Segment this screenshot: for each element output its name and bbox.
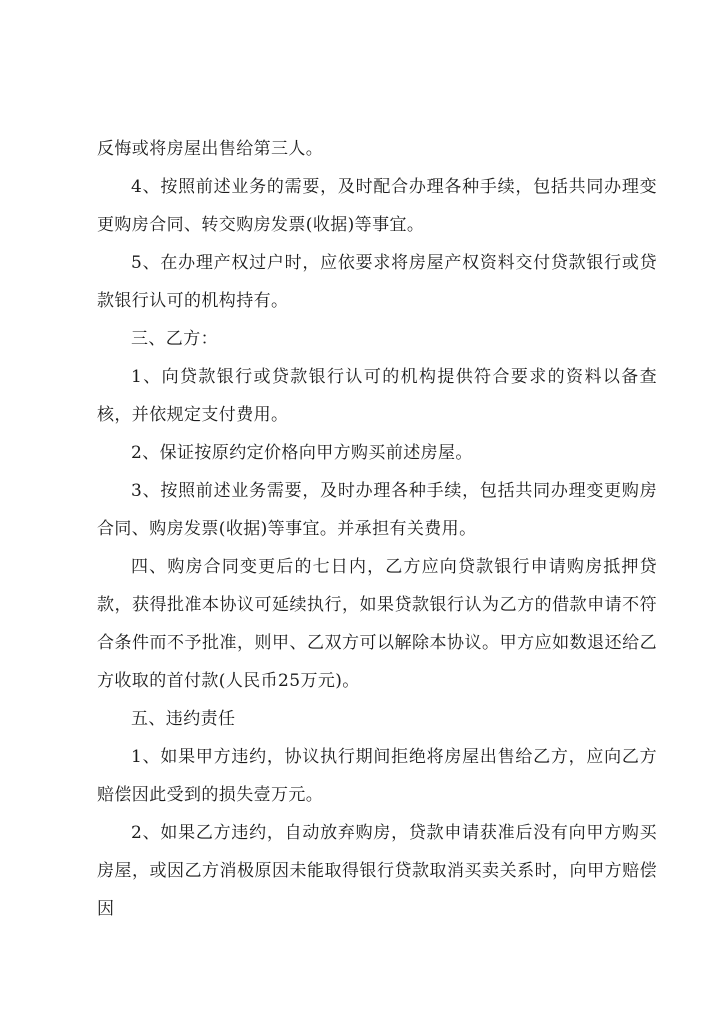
section-heading-breach: 五、违约责任: [131, 709, 236, 729]
paragraph-item-5: 5、在办理产权过户时，应依要求将房屋产权资料交付贷款银行或贷款银行认可的机构持有。: [97, 253, 657, 311]
paragraph-party-b-item-2: 2、保证按原约定价格向甲方购买前述房屋。: [131, 443, 473, 463]
paragraph-party-b-item-3: 3、按照前述业务需要，及时办理各种手续，包括共同办理变更购房合同、购房发票(收据)等事宜。并承担有关费用。: [97, 481, 657, 539]
paragraph-breach-item-1: 1、如果甲方违约，协议执行期间拒绝将房屋出售给乙方，应向乙方赔偿因此受到的损失壹万元。: [97, 747, 657, 805]
paragraph-item-4: 4、按照前述业务的需要，及时配合办理各种手续，包括共同办理变更购房合同、转交购房发票(收据)等事宜。: [97, 177, 657, 235]
paragraph-party-b-item-1: 1、向贷款银行或贷款银行认可的机构提供符合要求的资料以备查核，并依规定支付费用。: [97, 367, 657, 425]
section-heading-party-b: 三、乙方：: [131, 329, 218, 349]
paragraph-continuation: 反悔或将房屋出售给第三人。: [97, 139, 324, 159]
paragraph-breach-item-2: 2、如果乙方违约，自动放弃购房，贷款申请获准后没有向甲方购买房屋，或因乙方消极原因未能取得银行贷款取消买卖关系时，向甲方赔偿因: [97, 823, 657, 919]
document-body: [97, 130, 657, 928]
section-four-paragraph: 四、购房合同变更后的七日内，乙方应向贷款银行申请购房抵押贷款，获得批准本协议可延续执行，如果贷款银行认为乙方的借款申请不符合条件而不予批准，则甲、乙双方可以解除本协议。甲方应如数退还给乙方收取的首付款(人民币25万元)。: [97, 557, 657, 691]
